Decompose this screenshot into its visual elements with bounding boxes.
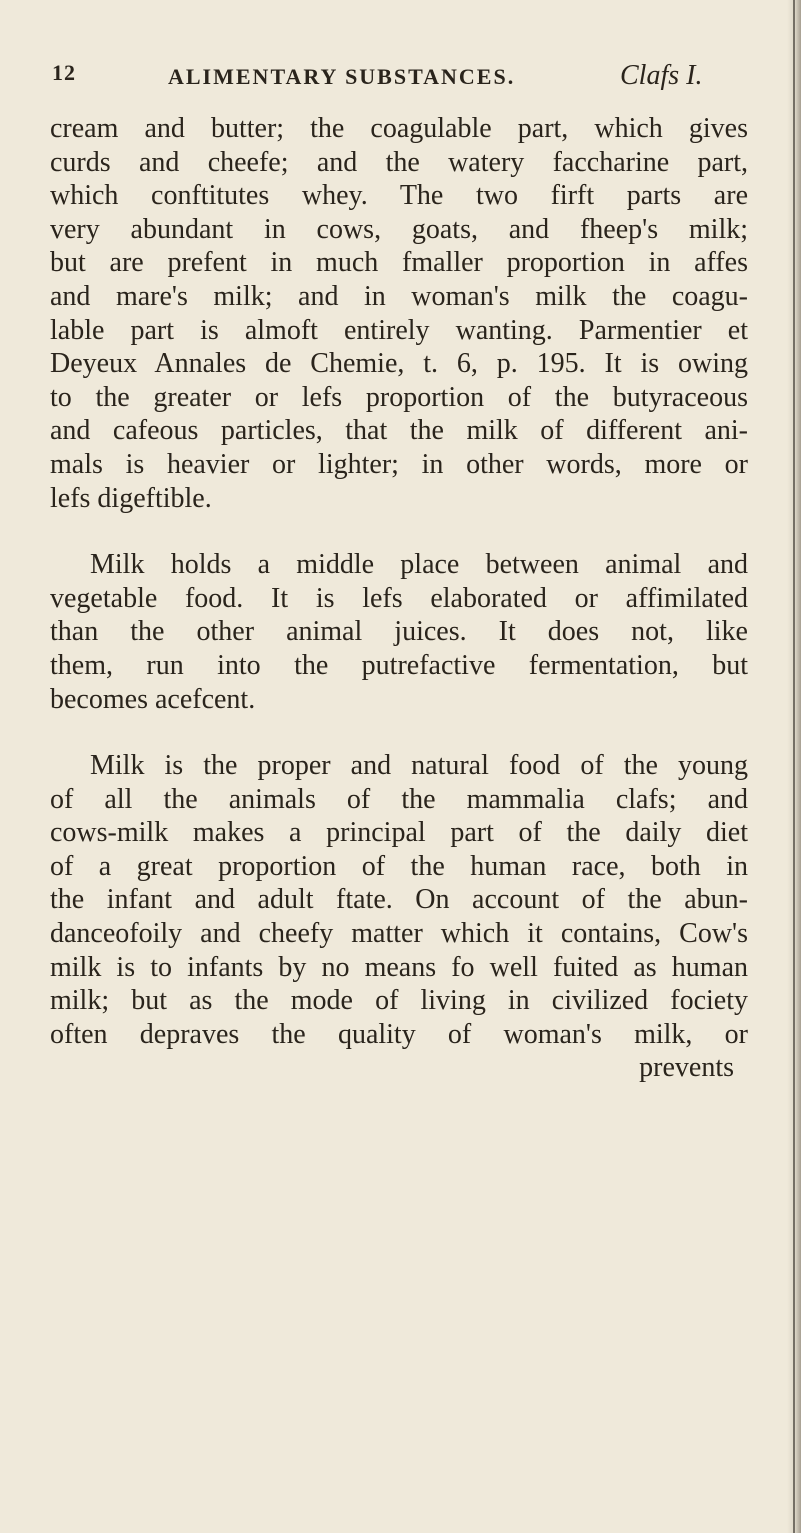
text-line: Deyeux Annales de Chemie, t. 6, p. 195. It is owing: [50, 348, 748, 380]
text-line: of a great proportion of the human race, both in: [50, 850, 748, 882]
running-head-class-label: Clafs I.: [620, 60, 703, 91]
text-line: Milk holds a middle place between animal and: [90, 549, 748, 581]
paragraph-1: [50, 112, 748, 515]
text-line: danceofoily and cheefy matter which it contains, Cow's: [50, 918, 748, 950]
text-line: milk; but as the mode of living in civilized fociety: [50, 985, 748, 1017]
text-line: mals is heavier or lighter; in other words, more or: [50, 448, 748, 480]
text-line: curds and cheefe; and the watery faccharine part,: [50, 146, 748, 178]
text-line: to the greater or lefs proportion of the butyraceous: [50, 381, 748, 413]
text-line: becomes acefcent.: [50, 683, 256, 715]
text-line: lefs digeftible.: [50, 482, 212, 514]
running-head-title: ALIMENTARY SUBSTANCES.: [168, 64, 516, 89]
text-line: which conftitutes whey. The two firft parts are: [50, 180, 748, 212]
text-line: but are prefent in much fmaller proportion in affes: [50, 247, 748, 279]
text-line: very abundant in cows, goats, and fheep's milk;: [50, 213, 748, 245]
catchword: prevents: [639, 1052, 734, 1084]
page-edge-line: [793, 0, 795, 1533]
text-line: lable part is almoft entirely wanting. Parmentier et: [50, 314, 748, 346]
text-line: vegetable food. It is lefs elaborated or affimilated: [50, 582, 748, 614]
text-line: and mare's milk; and in woman's milk the coagu-: [50, 280, 748, 312]
body-text: [50, 112, 748, 1085]
paragraph-3: [50, 749, 748, 1051]
text-line: than the other animal juices. It does not, like: [50, 616, 748, 648]
page-number: 12: [52, 60, 76, 85]
text-line: Milk is the proper and natural food of the young: [90, 750, 748, 782]
text-line: of all the animals of the mammalia clafs; and: [50, 783, 748, 815]
text-line: and cafeous particles, that the milk of different ani-: [50, 415, 748, 447]
text-line: them, run into the putrefactive fermentation, but: [50, 649, 748, 681]
paragraph-2: [50, 548, 748, 716]
running-head: [52, 58, 742, 98]
text-line: milk is to infants by no means fo well fuited as human: [50, 951, 748, 983]
text-line: cream and butter; the coagulable part, which gives: [50, 113, 748, 144]
text-line: often depraves the quality of woman's milk, or: [50, 1018, 748, 1050]
text-line: cows-milk makes a principal part of the daily diet: [50, 817, 748, 849]
text-line: the infant and adult ftate. On account of the abun-: [50, 884, 748, 916]
